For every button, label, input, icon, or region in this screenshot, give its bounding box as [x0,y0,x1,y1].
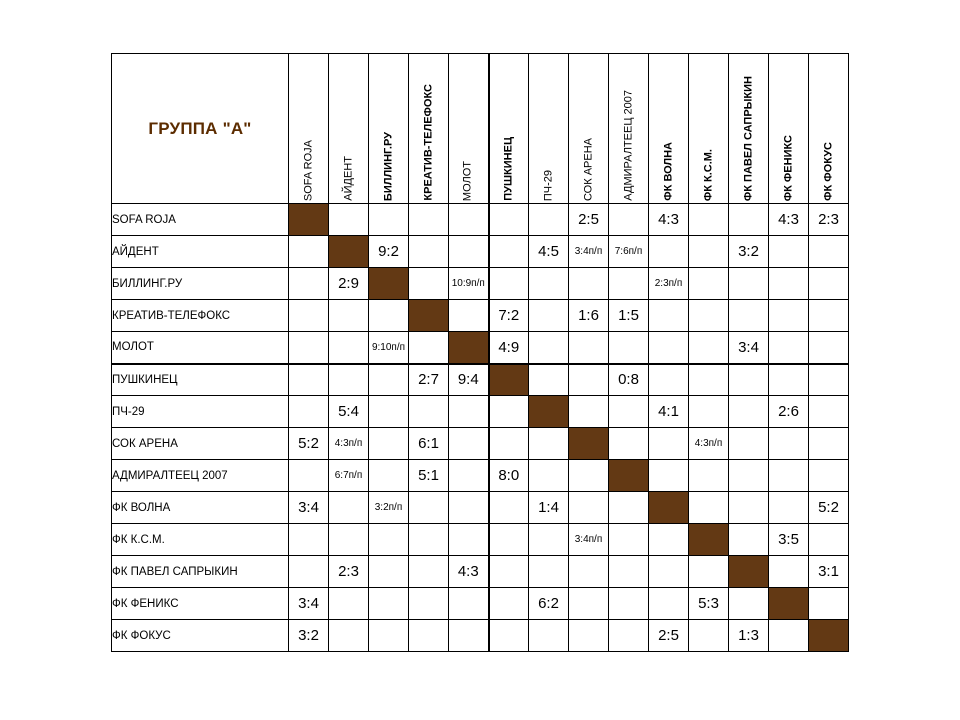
score-cell [369,428,409,460]
score-cell: 2:3 [329,556,369,588]
score-cell [769,556,809,588]
diagonal-cell [489,364,529,396]
score-cell: 1:3 [729,620,769,652]
row-team-name: БИЛЛИНГ.РУ [112,268,289,300]
score-cell [569,396,609,428]
diagonal-cell [689,524,729,556]
score-cell [569,332,609,364]
score-cell [729,588,769,620]
score-cell: 3:4 [289,492,329,524]
score-cell: 5:4 [329,396,369,428]
score-cell [449,428,489,460]
column-header [609,54,649,204]
team-row [112,460,849,492]
column-header [809,54,849,204]
score-cell: 3:2 [289,620,329,652]
score-cell: 3:5 [769,524,809,556]
row-team-name: ФК К.С.М. [112,524,289,556]
score-cell [649,236,689,268]
score-cell [609,556,649,588]
row-team-name: АЙДЕНТ [112,236,289,268]
score-cell [809,364,849,396]
score-cell [809,332,849,364]
score-cell [409,204,449,236]
diagonal-cell [729,556,769,588]
column-header [769,54,809,204]
score-cell [809,588,849,620]
score-cell [769,428,809,460]
score-cell [689,332,729,364]
diagonal-cell [449,332,489,364]
column-header [529,54,569,204]
score-cell [729,364,769,396]
team-row [112,524,849,556]
score-cell [529,524,569,556]
score-cell: 5:3 [689,588,729,620]
score-cell: 9:4 [449,364,489,396]
score-cell [609,332,649,364]
score-cell [529,300,569,332]
team-row [112,364,849,396]
score-cell [689,364,729,396]
team-row [112,588,849,620]
row-team-name: ПЧ-29 [112,396,289,428]
score-cell: 1:6 [569,300,609,332]
column-header [449,54,489,204]
score-cell [569,556,609,588]
column-header [409,54,449,204]
score-cell [329,364,369,396]
score-cell [769,492,809,524]
column-header-label: КРЕАТИВ-ТЕЛЕФОКС [422,84,434,201]
score-cell [609,204,649,236]
column-header-label: АЙДЕНТ [342,156,354,201]
score-cell [489,588,529,620]
score-cell: 3:1 [809,556,849,588]
score-cell [809,428,849,460]
score-cell [609,620,649,652]
team-row [112,236,849,268]
header-row [112,54,849,204]
diagonal-cell [649,492,689,524]
column-header [689,54,729,204]
score-cell: 8:0 [489,460,529,492]
column-header [569,54,609,204]
score-cell: 4:5 [529,236,569,268]
score-cell [369,524,409,556]
score-cell [529,620,569,652]
column-header-label: ПЧ-29 [542,169,554,201]
team-row [112,332,849,364]
score-cell [729,492,769,524]
score-cell: 2:6 [769,396,809,428]
score-cell [649,300,689,332]
column-header-label: SOFA ROJA [302,139,314,201]
score-cell [729,204,769,236]
score-cell [809,300,849,332]
score-cell [489,396,529,428]
column-header-label: БИЛЛИНГ.РУ [382,131,394,201]
score-cell: 4:1 [649,396,689,428]
score-cell [489,524,529,556]
score-cell [809,268,849,300]
score-cell [769,236,809,268]
score-cell [769,332,809,364]
score-cell: 4:3п/п [689,428,729,460]
score-cell [409,332,449,364]
score-cell: 3:2 [729,236,769,268]
group-results-table [111,53,849,652]
score-cell [769,268,809,300]
row-team-name: ФК ФОКУС [112,620,289,652]
score-cell [729,268,769,300]
score-cell: 4:3 [449,556,489,588]
score-cell [289,332,329,364]
score-cell [609,524,649,556]
score-cell: 5:2 [809,492,849,524]
column-header-label: ФК ВОЛНА [662,142,674,201]
score-cell [489,428,529,460]
column-header-label: ФК ФОКУС [822,142,834,201]
team-row [112,620,849,652]
score-cell [729,428,769,460]
score-cell [329,588,369,620]
score-cell [729,396,769,428]
row-team-name: ФК ПАВЕЛ САПРЫКИН [112,556,289,588]
score-cell [689,556,729,588]
score-cell [409,524,449,556]
score-cell [489,492,529,524]
score-cell: 5:2 [289,428,329,460]
score-cell: 3:2п/п [369,492,409,524]
score-cell [569,364,609,396]
score-cell [369,364,409,396]
score-cell [489,204,529,236]
score-cell [489,268,529,300]
team-row [112,300,849,332]
score-cell [409,268,449,300]
score-cell: 7:2 [489,300,529,332]
column-header [729,54,769,204]
score-cell: 2:3п/п [649,268,689,300]
score-cell [689,300,729,332]
score-cell [369,556,409,588]
team-row [112,268,849,300]
score-cell [289,524,329,556]
score-cell: 3:4п/п [569,524,609,556]
score-cell [649,588,689,620]
score-cell [449,524,489,556]
score-cell [369,396,409,428]
row-team-name: SOFA ROJA [112,204,289,236]
score-cell [529,332,569,364]
score-cell: 2:3 [809,204,849,236]
score-cell [449,396,489,428]
row-team-name: КРЕАТИВ-ТЕЛЕФОКС [112,300,289,332]
score-cell [289,396,329,428]
score-cell [369,588,409,620]
score-cell [649,460,689,492]
group-title: ГРУППА "А" [112,54,289,204]
diagonal-cell [289,204,329,236]
score-cell [569,620,609,652]
score-cell [769,620,809,652]
score-cell [409,236,449,268]
score-cell: 7:6п/п [609,236,649,268]
column-header-label: СОК АРЕНА [582,137,594,201]
score-cell [609,492,649,524]
score-cell [369,300,409,332]
column-header-label: ПУШКИНЕЦ [502,137,515,201]
score-cell [689,396,729,428]
diagonal-cell [409,300,449,332]
score-cell [489,556,529,588]
score-cell [289,364,329,396]
score-cell: 4:3 [649,204,689,236]
score-cell: 4:9 [489,332,529,364]
score-cell: 2:5 [569,204,609,236]
score-cell [449,460,489,492]
score-cell: 1:4 [529,492,569,524]
score-cell [449,588,489,620]
column-header [489,54,529,204]
column-header [329,54,369,204]
score-cell [649,428,689,460]
score-cell [649,556,689,588]
score-cell [369,620,409,652]
team-row [112,556,849,588]
score-cell: 3:4п/п [569,236,609,268]
score-cell [689,492,729,524]
score-cell [809,460,849,492]
diagonal-cell [769,588,809,620]
score-cell [449,300,489,332]
score-cell [409,396,449,428]
score-cell [809,396,849,428]
score-cell [449,236,489,268]
score-cell [729,524,769,556]
score-cell [609,396,649,428]
score-cell: 5:1 [409,460,449,492]
score-cell [649,364,689,396]
team-row [112,396,849,428]
score-cell [329,492,369,524]
score-cell [689,236,729,268]
row-team-name: СОК АРЕНА [112,428,289,460]
score-cell: 2:5 [649,620,689,652]
score-cell [289,236,329,268]
team-row [112,492,849,524]
diagonal-cell [569,428,609,460]
score-cell [489,236,529,268]
diagonal-cell [329,236,369,268]
score-cell [809,236,849,268]
column-header [289,54,329,204]
column-header-label: МОЛОТ [461,160,474,201]
column-header-label: ФК ПАВЕЛ САПРЫКИН [742,75,754,201]
score-cell [569,268,609,300]
team-row [112,204,849,236]
score-cell [409,492,449,524]
team-row [112,428,849,460]
score-cell [809,524,849,556]
score-cell [529,364,569,396]
column-header-label: ФК ФЕНИКС [782,134,794,201]
score-cell [529,268,569,300]
score-cell [409,556,449,588]
score-cell [449,204,489,236]
score-cell [289,460,329,492]
row-team-name: ПУШКИНЕЦ [112,364,289,396]
score-cell [689,268,729,300]
row-team-name: ФК ВОЛНА [112,492,289,524]
score-cell [329,524,369,556]
column-header [369,54,409,204]
score-cell [689,204,729,236]
score-cell: 9:10п/п [369,332,409,364]
score-cell [609,588,649,620]
row-team-name: МОЛОТ [112,332,289,364]
score-cell [769,364,809,396]
score-cell [409,620,449,652]
score-cell [369,460,409,492]
score-cell: 3:4 [729,332,769,364]
score-cell: 6:2 [529,588,569,620]
score-cell [529,204,569,236]
score-cell: 4:3 [769,204,809,236]
score-cell [329,300,369,332]
score-cell [329,204,369,236]
score-cell: 6:1 [409,428,449,460]
column-header [649,54,689,204]
score-cell [489,620,529,652]
score-cell [369,204,409,236]
score-cell [769,300,809,332]
score-cell: 10:9п/п [449,268,489,300]
score-cell: 2:9 [329,268,369,300]
score-cell [329,332,369,364]
score-cell [609,428,649,460]
score-cell [529,556,569,588]
score-cell [289,268,329,300]
score-cell [769,460,809,492]
score-cell [649,524,689,556]
column-header-label: ФК К.С.М. [702,148,714,201]
score-cell: 2:7 [409,364,449,396]
column-header-label: АДМИРАЛТЕЕЦ 2007 [622,90,634,201]
diagonal-cell [529,396,569,428]
score-cell: 1:5 [609,300,649,332]
row-team-name: ФК ФЕНИКС [112,588,289,620]
score-cell [569,588,609,620]
score-cell: 4:3п/п [329,428,369,460]
score-cell [649,332,689,364]
score-cell [289,300,329,332]
score-cell [729,460,769,492]
score-cell [729,300,769,332]
score-cell: 6:7п/п [329,460,369,492]
score-cell [289,556,329,588]
score-cell: 3:4 [289,588,329,620]
score-cell: 9:2 [369,236,409,268]
score-cell [329,620,369,652]
score-cell [689,620,729,652]
score-cell [609,268,649,300]
score-cell: 0:8 [609,364,649,396]
score-cell [569,492,609,524]
diagonal-cell [609,460,649,492]
diagonal-cell [369,268,409,300]
row-team-name: АДМИРАЛТЕЕЦ 2007 [112,460,289,492]
score-cell [529,460,569,492]
score-cell [409,588,449,620]
diagonal-cell [809,620,849,652]
score-cell [449,620,489,652]
score-cell [449,492,489,524]
score-cell [689,460,729,492]
score-cell [569,460,609,492]
score-cell [529,428,569,460]
